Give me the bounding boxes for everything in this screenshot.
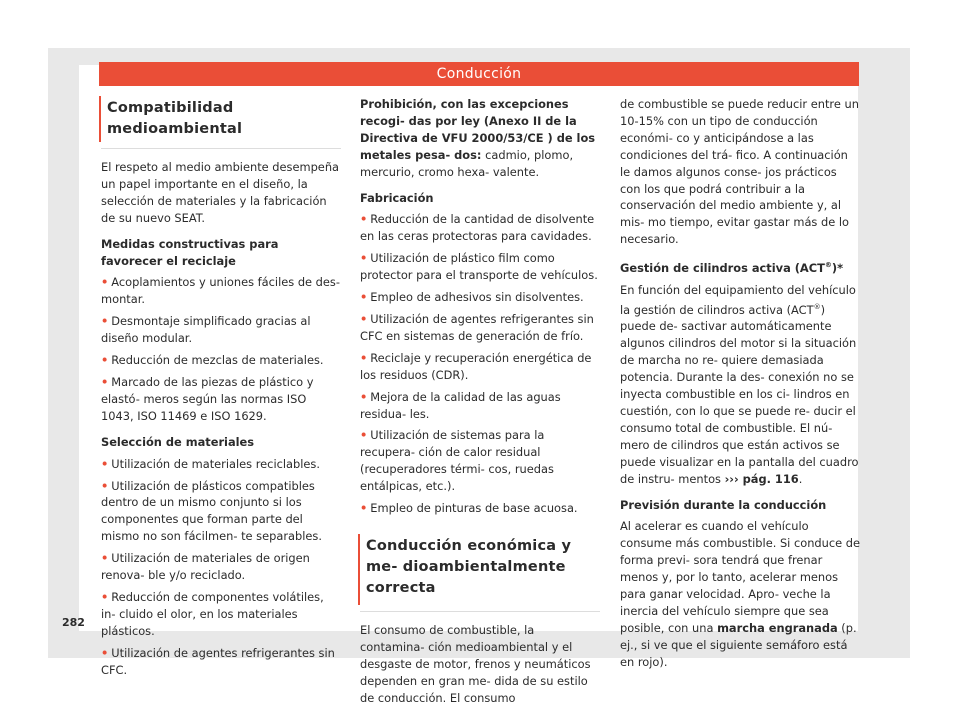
economic-intro-paragraph: El consumo de combustible, la contamina- ción medioambiental y el desgaste de motor, frenos y neumáticos dependen en gran me- dida de su estilo de conducción. El consumo	[360, 622, 591, 705]
bullet-icon: •	[360, 311, 368, 326]
list-item: • Desmontaje simplificado gracias al diseño modular.	[101, 314, 311, 346]
list-item: • Reducción de la cantidad de disolvente en las ceras protectoras para cavidades.	[360, 212, 595, 244]
bullet-icon: •	[360, 389, 368, 404]
heading-manufacturing: Fabricación	[360, 190, 434, 205]
intro-paragraph: El respeto al medio ambiente desempeña un papel importante en el diseño, la selección de materiales y la fabricación de su nuevo SEAT.	[101, 160, 340, 225]
bullet-icon: •	[101, 478, 109, 493]
list-item: • Utilización de materiales de origen renova- ble y/o reciclado.	[101, 551, 310, 583]
bullet-icon: •	[360, 501, 368, 516]
chapter-header: Conducción	[99, 62, 859, 86]
bullet-icon: •	[101, 551, 109, 566]
heading-anticipation: Previsión durante la conducción	[620, 497, 827, 512]
column-3	[620, 96, 860, 678]
column-1	[101, 96, 341, 683]
heading-recycling: Medidas constructivas para favorecer el reciclaje	[101, 236, 279, 268]
list-item: • Marcado de las piezas de plástico y elastó- meros según las normas ISO 1043, ISO 11469 e ISO 1629.	[101, 374, 314, 423]
bullet-icon: •	[360, 212, 368, 227]
list-item: • Utilización de materiales reciclables.	[101, 456, 320, 471]
list-item: • Reducción de componentes volátiles, in- cluido el olor, en los materiales plásticos.	[101, 589, 324, 638]
list-item: • Utilización de plásticos compatibles dentro de un mismo conjunto si los componentes que forman parte del mismo no son fácilmen- te separables.	[101, 478, 322, 544]
bullet-icon: •	[101, 374, 109, 389]
bullet-icon: •	[101, 645, 109, 660]
bullet-icon: •	[101, 353, 109, 368]
list-item: • Utilización de agentes refrigerantes sin CFC en sistemas de generación de frío.	[360, 311, 594, 343]
bullet-icon: •	[101, 456, 109, 471]
column-2	[360, 96, 600, 708]
list-item: • Empleo de adhesivos sin disolventes.	[360, 290, 584, 305]
list-item: • Utilización de plástico film como protector para el transporte de vehículos.	[360, 251, 598, 283]
heading-materials: Selección de materiales	[101, 434, 255, 449]
heading-act: Gestión de cilindros activa (ACT®)*	[620, 260, 844, 275]
list-item: • Utilización de sistemas para la recupera- ción de calor residual (recuperadores térmi- cos, ruedas entálpicas, etc.).	[360, 428, 554, 494]
list-item: • Reciclaje y recuperación energética de los residuos (CDR).	[360, 350, 592, 382]
bullet-icon: •	[101, 589, 109, 604]
bullet-icon: •	[101, 275, 109, 290]
anticipation-paragraph: Al acelerar es cuando el vehículo consume más combustible. Si conduce de forma previ- sora tendrá que frenar menos y, por lo tanto, acelerar menos para ganar velocidad. Apro- veche la inercia del vehículo siempre que sea posible, con una marcha engranada (p. ej., si ve que el siguiente semáforo está en rojo).	[620, 519, 860, 669]
list-item: • Reducción de mezclas de materiales.	[101, 353, 324, 368]
continuation-paragraph: de combustible se puede reducir entre un 10-15% con un tipo de conducción económi- co y anticipándose a las condiciones del trá- fico. A continuación le damos algunos conse- jos prácticos con los que podrá contribuir a la conservación del medio ambiente y, al mis- mo tiempo, evitar gastar más de lo necesario.	[620, 97, 859, 247]
list-item: • Acoplamientos y uniones fáciles de des- montar.	[101, 275, 340, 307]
bullet-icon: •	[360, 251, 368, 266]
section-title-environment: Compatibilidad medioambiental	[99, 96, 341, 142]
bullet-icon: •	[101, 314, 109, 329]
section-title-economic-driving: Conducción económica y me- dioambientalmente correcta	[358, 534, 600, 605]
bullet-icon: •	[360, 290, 368, 305]
bullet-icon: •	[360, 428, 368, 443]
list-item: • Empleo de pinturas de base acuosa.	[360, 501, 578, 516]
act-paragraph: En función del equipamiento del vehículo la gestión de cilindros activa (ACT®) puede de- sactivar automáticamente algunos cilindros del motor si la situación de marcha no re- quiere demasiada potencia. Durante la des- conexión no se inyecta combustible en los ci- lindros en cuestión, con lo que se puede re- ducir el consumo total de combustible. El nú- mero de cilindros que están activos se puede visualizar en la pantalla del cuadro de instru- mentos ››› pág. 116.	[620, 282, 859, 486]
page-reference-link[interactable]: ››› pág. 116	[724, 471, 799, 486]
list-item: • Mejora de la calidad de las aguas residua- les.	[360, 389, 561, 421]
page-number: 282	[62, 616, 85, 629]
prohibition-paragraph: Prohibición, con las excepciones recogi- das por ley (Anexo II de la Directiva de VFU 2000/53/CE ) de los metales pesa- dos: cadmio, plomo, mercurio, cromo hexa- valente.	[360, 97, 596, 179]
list-item: • Utilización de agentes refrigerantes sin CFC.	[101, 645, 335, 677]
bullet-icon: •	[360, 350, 368, 365]
